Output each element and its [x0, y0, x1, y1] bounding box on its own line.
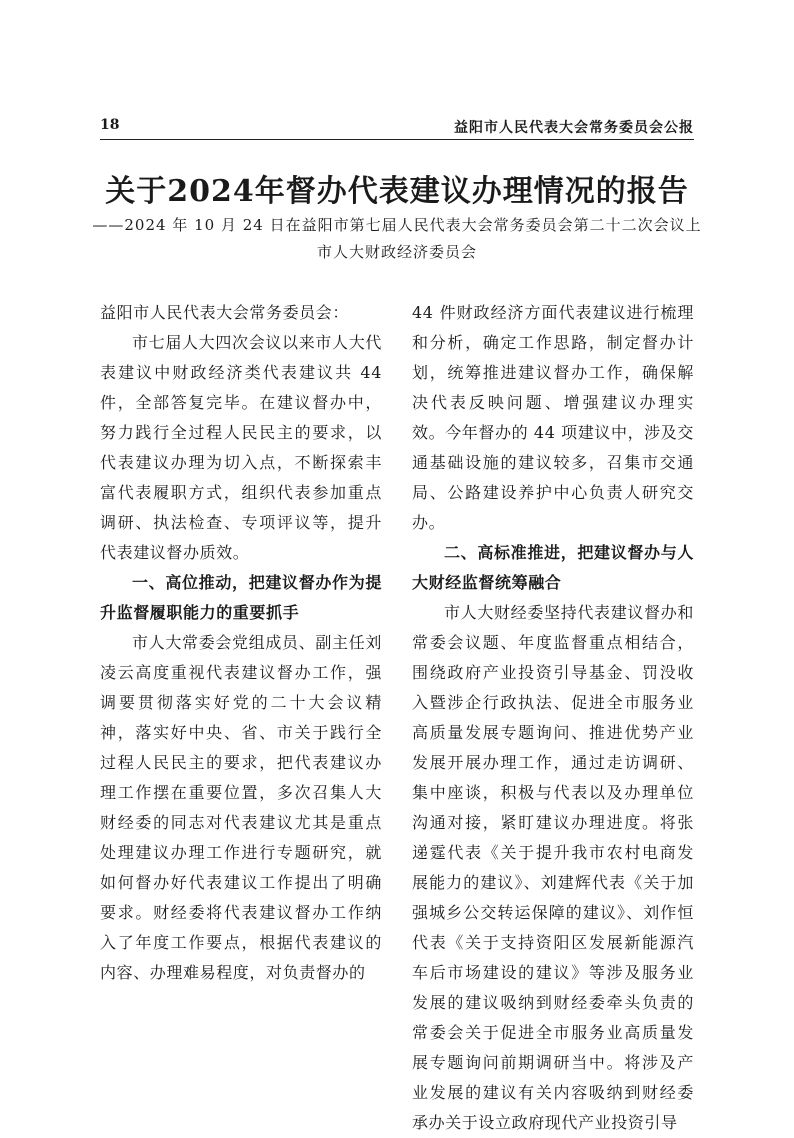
page-header — [100, 115, 694, 140]
journal-name: 益阳市人民代表大会常务委员会公报 — [454, 120, 694, 136]
paragraph-section-1 — [100, 628, 382, 988]
salutation: 益阳市人民代表大会常务委员会： — [100, 303, 350, 322]
report-subtitle-author: 市人大财政经济委员会 — [316, 243, 477, 261]
paragraph-intro: 市七届人大四次会议以来市人大代表建议中财政经济类代表建议共 44 件，全部答复完毕。在建议督办中，努力践行全过程人民民主的要求，以代表建议办理为切入点，不断探索丰富代表履职方式，组织代表参加重点调研、执法检查、专项评议等，提升代表建议督办质效。 — [100, 333, 382, 562]
paragraph-section-1-text: 市人大常委会党组成员、副主任刘凌云高度重视代表建议督办工作，强调要贯彻落实好党的二十大会议精神，落实好中央、省、市关于践行全过程人民民主的要求，把代表建议办理工作摆在重要位置，多次召集人大财经委的同志对代表建议尤其是重点处理建议办理工作进行专题研究，就如何督办好代表建议工作提出了明确要求。财经委将代表建议督办工作纳入了年度工作要点，根据代表建议的内容、办理难易程度，对负责督办的 — [100, 633, 382, 982]
body-column-right — [412, 298, 694, 1138]
report-title: 关于2024年督办代表建议办理情况的报告 — [105, 174, 689, 209]
page-number: 18 — [100, 117, 120, 133]
report-subtitle-occasion: ——2024 年 10 月 24 日在益阳市第七届人民代表大会常务委员会第二十二次会议上 — [92, 216, 702, 234]
section-heading-2: 二、高标准推进，把建议督办与人大财经监督统筹融合 — [412, 543, 694, 592]
section-heading-1: 一、高位推动，把建议督办作为提升监督履职能力的重要抓手 — [100, 573, 382, 622]
paragraph-section-2: 市人大财经委坚持代表建议督办和常委会议题、年度监督重点相结合，围绕政府产业投资引导基金、罚没收入暨涉企行政执法、促进全市服务业高质量发展专题询问、推进优势产业发展开展办理工作，通过走访调研、集中座谈，积极与代表以及办理单位沟通对接，紧盯建议办理进度。将张递霆代表《关于提升我市农村电商发展能力的建议》、刘建辉代表《关于加强城乡公交转运保障的建议》、刘作恒代表《关于支持资阳区发展新能源汽车后市场建设的建议》等涉及服务业发展的建议吸纳到财经委牵头负责的常委会关于促进全市服务业高质量发展专题询问前期调研当中。将涉及产业发展的建议有关内容吸纳到财经委承办关于设立政府现代产业投资引导 — [412, 603, 694, 1132]
body-column-left — [100, 298, 382, 988]
paragraph-section-1-continued: 44 件财政经济方面代表建议进行梳理和分析，确定工作思路，制定督办计划，统筹推进建议督办工作，确保解决代表反映问题、增强建议办理实效。今年督办的 44 项建议中，涉及交通基础设施的建议较多，召集市交通局、公路建设养护中心负责人研究交办。 — [412, 303, 694, 532]
